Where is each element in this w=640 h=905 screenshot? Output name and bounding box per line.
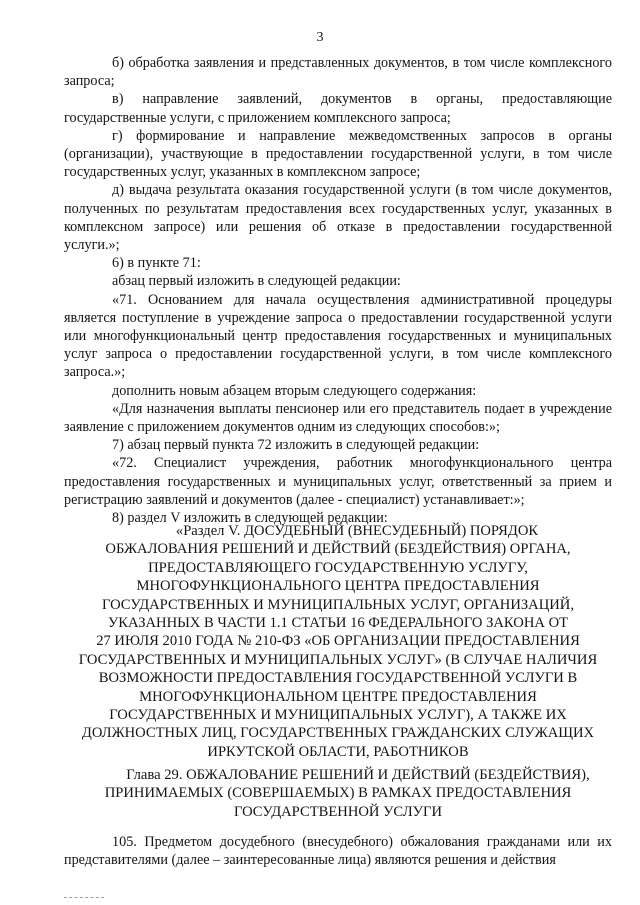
paragraph-amend-6-intro: абзац первый изложить в следующей редакции: (112, 273, 401, 290)
chapter-heading-line: ГОСУДАРСТВЕННОЙ УСЛУГИ (234, 803, 442, 820)
page-number: 3 (316, 30, 324, 45)
paragraph-item-g: г) формирование и направление межведомственных запросов в органы (организации), участвующие в предоставлении государственной услуги, в том числе государственных услуг, указанных в комплексном запросе; (64, 127, 612, 181)
paragraph-amend-6: 6) в пункте 71: (112, 255, 201, 272)
body-text (64, 54, 612, 527)
paragraph-item-v: в) направление заявлений, документов в органы, предоставляющие государственные услуги, с приложением комплексного запроса; (64, 91, 612, 126)
section-heading (64, 522, 612, 761)
paragraph-point-72: «72. Специалист учреждения, работник многофункционального центра предоставления государственных и муниципальных услуг, ответственный за прием и регистрацию заявлений и документов (далее - специалист) устанавливает:»; (64, 455, 612, 508)
section-heading-line: ГОСУДАРСТВЕННЫХ И МУНИЦИПАЛЬНЫХ УСЛУГ, ОРГАНИЗАЦИЙ, (102, 596, 574, 613)
chapter-heading-line: ПРИНИМАЕМЫХ (СОВЕРШАЕМЫХ) В РАМКАХ ПРЕДОСТАВЛЕНИЯ (104, 785, 572, 802)
section-heading-line: «Раздел V. ДОСУДЕБНЫЙ (ВНЕСУДЕБНЫЙ) ПОРЯДОК (175, 523, 539, 539)
final-text (64, 833, 612, 869)
paragraph-amend-7: 7) абзац первый пункта 72 изложить в следующей редакции: (112, 437, 480, 454)
paragraph-new-abzac: «Для назначения выплаты пенсионер или его представитель подает в учреждение заявление с приложением документов одним из следующих способов:»; (64, 400, 612, 436)
section-heading-line: ВОЗМОЖНОСТИ ПРЕДОСТАВЛЕНИЯ ГОСУДАРСТВЕННОЙ УСЛУГИ В (98, 670, 578, 687)
footer-divider (64, 897, 104, 899)
section-heading-line: ДОЛЖНОСТНЫХ ЛИЦ, ГОСУДАРСТВЕННЫХ ГРАЖДАНСКИХ СЛУЖАЩИХ (81, 725, 595, 742)
paragraph-item-d: д) выдача результата оказания государственной услуги (в том числе документов, полученных по результатам предоставления всех государственных услуг, указанных в комплексном запросе) или решения об отказе в предоставлении государственной услуги.»; (64, 182, 612, 254)
paragraph-point-105: 105. Предметом досудебного (внесудебного) обжалования гражданами или их представителями (далее – заинтересованные лица) являются решения и действия (64, 834, 612, 869)
paragraph-amend-8: 8) раздел V изложить в следующей редакции: (112, 510, 388, 527)
paragraph-point-71: «71. Основанием для начала осуществления административной процедуры является поступление в учреждение запроса о предоставлении государственной услуги или многофункциональный центр предоставления государственных и муниципальных услуг запроса о предоставлении государственной услуги, в том числе комплексного запроса.»; (64, 291, 612, 381)
section-heading-line: ГОСУДАРСТВЕННЫХ И МУНИЦИПАЛЬНЫХ УСЛУГ» (В СЛУЧАЕ НАЛИЧИЯ (78, 651, 598, 668)
section-heading-line: 27 ИЮЛЯ 2010 ГОДА № 210-ФЗ «ОБ ОРГАНИЗАЦИИ ПРЕДОСТАВЛЕНИЯ (96, 633, 580, 650)
paragraph-item-b: б) обработка заявления и представленных документов, в том числе комплексного запроса; (64, 55, 612, 90)
section-heading-line: МНОГОФУНКЦИОНАЛЬНОГО ЦЕНТРА ПРЕДОСТАВЛЕНИЯ (136, 578, 540, 595)
section-heading-line: УКАЗАННЫХ В ЧАСТИ 1.1 СТАТЬИ 16 ФЕДЕРАЛЬНОГО ЗАКОНА ОТ (107, 615, 569, 632)
paragraph-add-abzac: дополнить новым абзацем вторым следующего содержания: (112, 382, 477, 399)
section-heading-line: ПРЕДОСТАВЛЯЮЩЕГО ГОСУДАРСТВЕННУЮ УСЛУГУ, (148, 559, 528, 576)
section-heading-line: ОБЖАЛОВАНИЯ РЕШЕНИЙ И ДЕЙСТВИЙ (БЕЗДЕЙСТВИЯ) ОРГАНА, (105, 541, 571, 558)
chapter-heading (64, 766, 612, 821)
section-heading-line: ГОСУДАРСТВЕННЫХ И МУНИЦИПАЛЬНЫХ УСЛУГ), А ТАКЖЕ ИХ (109, 707, 567, 724)
section-heading-line: МНОГОФУНКЦИОНАЛЬНОМ ЦЕНТРЕ ПРЕДОСТАВЛЕНИЯ (139, 688, 537, 705)
section-heading-line: ИРКУТСКОЙ ОБЛАСТИ, РАБОТНИКОВ (207, 743, 469, 760)
chapter-heading-line: Глава 29. ОБЖАЛОВАНИЕ РЕШЕНИЙ И ДЕЙСТВИЙ (БЕЗДЕЙСТВИЯ), (126, 767, 590, 783)
